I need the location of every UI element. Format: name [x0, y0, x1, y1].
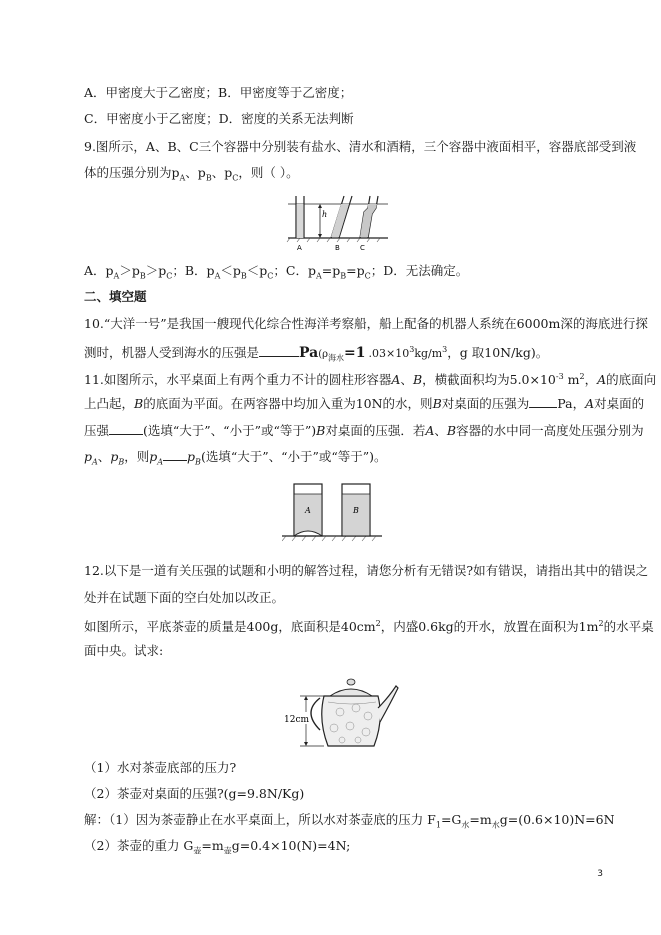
q12-sub2: （2）茶壶对桌面的压强?(g=9.8N/Kg)	[84, 786, 305, 801]
q8-options-line1: A．甲密度大于乙密度；B．甲密度等于乙密度；	[84, 85, 353, 100]
q9-fig-h: h	[322, 210, 328, 219]
q11-fig-label-b: B	[353, 506, 359, 515]
q11-figure	[282, 478, 382, 544]
q11-line2: 上凸起，B的底面为平面。在两容器中均加入重为10N的水，则B对桌面的压强为 Pa，A对桌面的	[84, 396, 645, 411]
q12-line4: 面中央。试求:	[84, 643, 164, 658]
q12-solution-line2: （2）茶壶的重力 $G_壶=m_壶g=0.4\times 10(N)=4N$;	[84, 838, 351, 856]
q10-line1: 10.“大洋一号”是我国一艘现代化综合性海洋考察船，船上配备的机器人系统在6000m深的海底进行探	[84, 316, 648, 331]
q9-figure	[286, 192, 390, 252]
q11-fig-label-a: A	[305, 506, 311, 515]
page-number: 3	[597, 869, 603, 879]
q11-blank-2[interactable]	[109, 422, 143, 435]
q12-line2: 处并在试题下面的空白处加以改正。	[84, 590, 285, 605]
q10-line2: 测时，机器人受到海水的压强是 $Pa(\rho_{海水}=1$ $.03\times 10^3kg/m^3$，g 取10N/kg)。	[84, 345, 549, 363]
q11-line4: $p_A$、$p_B$，则$p_A$ $p_B$(选填“大于”、“小于”或“等于”)。	[84, 449, 387, 467]
q9-fig-label-a: A	[297, 244, 302, 252]
q10-blank[interactable]	[259, 344, 299, 357]
section2-title: 二、填空题	[84, 289, 147, 304]
q12-line1: 12.以下是一道有关压强的试题和小明的解答过程，请您分析有无错误?如有错误，请指出其中的错误之	[84, 563, 649, 578]
q9-fig-label-b: B	[335, 244, 340, 252]
q9-stem-line2: 体的压强分别为$p_A$、$p_B$、$p_C$，则（ ）。	[84, 165, 299, 183]
q12-fig-height-label: 12cm	[284, 715, 310, 725]
q9-stem-line1: 9.图所示，A、B、C三个容器中分别装有盐水、清水和酒精，三个容器中液面相平，容器底部受到液	[84, 139, 637, 154]
q12-teapot-figure	[280, 668, 400, 750]
q12-line3: 如图所示，平底茶壶的质量是400g，底面积是$40cm^2$，内盛0.6kg的开水，放置在面积为$1m^2$的水平桌	[84, 619, 654, 635]
q12-sub1: （1）水对茶壶底部的压力?	[84, 760, 237, 775]
q8-options-line2: C．甲密度小于乙密度；D．密度的关系无法判断	[84, 111, 354, 126]
q11-blank-1[interactable]	[529, 395, 557, 408]
q11-line3: 压强 (选填“大于”、“小于”或“等于”)B对桌面的压强．若A、B容器的水中同一高度处压强分别为	[84, 423, 644, 438]
q12-solution-line1: 解：（1）因为茶壶静止在水平桌面上，所以水对茶壶底的压力 $F_1=G_水=m_水g=(0.6\times 10)N=6N$	[84, 812, 615, 830]
q9-options: A．$p_A>p_B>p_C$；B．$p_A<p_B<p_C$；C．$p_A=p_B=p_C$；D．无法确定。	[84, 263, 469, 281]
q9-fig-label-c: C	[360, 244, 365, 252]
q11-line1: 11.如图所示，水平桌面上有两个重力不计的圆柱形容器A、B，横截面积均为$5.0\times 10^{-3}$ $m^2$，A的底面向	[84, 372, 657, 388]
q11-blank-3[interactable]	[163, 448, 187, 461]
